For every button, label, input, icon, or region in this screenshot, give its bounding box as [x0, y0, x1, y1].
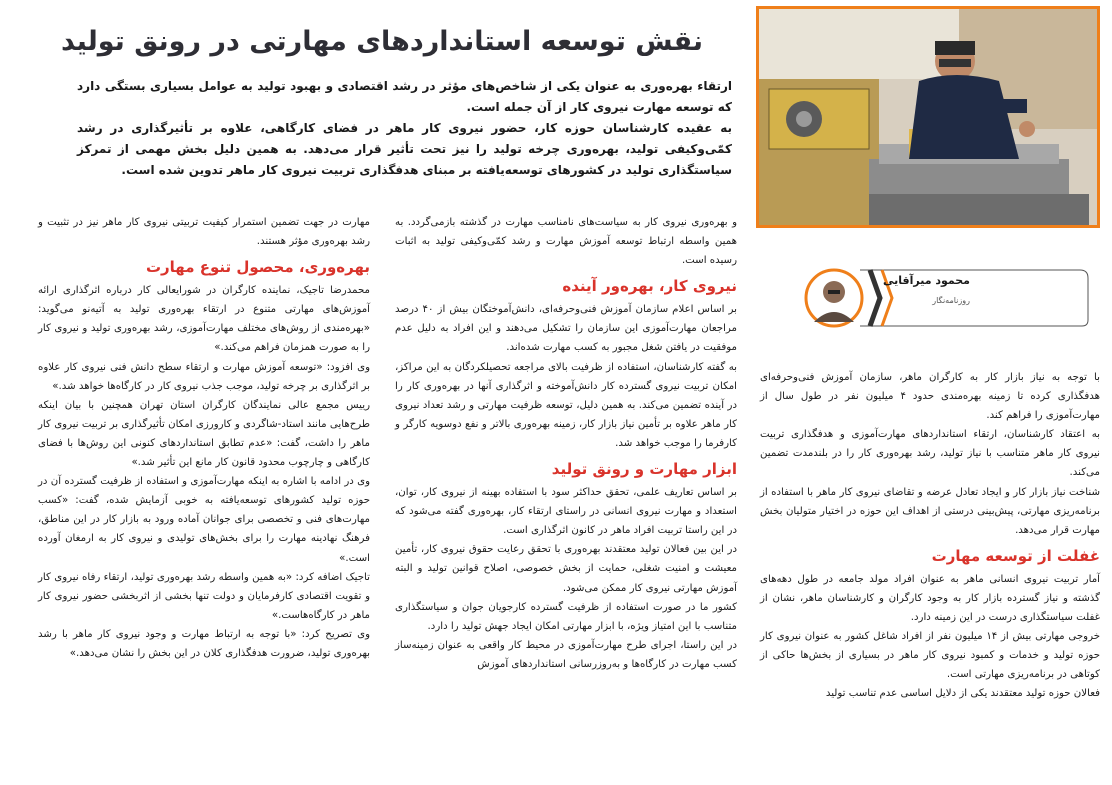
- body-paragraph: فعالان حوزه تولید معتقدند یکی از دلایل اساسی عدم تناسب تولید: [825, 688, 1100, 700]
- body-paragraph: وی افزود: «توسعه آموزش مهارت و ارتقاء سطح دانش فنی نیروی کار علاوه بر اثرگذاری بر چرخه تولید، موجب جذب نیروی کار در کارگاه‌ها خواهد شد.»: [38, 361, 370, 392]
- worker-lathe-photo: [756, 6, 1100, 228]
- lead-paragraph: ارتقاء بهره‌وری به عنوان یکی از شاخص‌های مؤثر در رشد اقتصادی و بهبود تولید به عوامل بسیاری بستگی دارد که توسعه مهارت نیروی کار از آن جمله است.: [77, 79, 732, 114]
- author-role: روزنامه‌نگار: [932, 296, 970, 305]
- body-paragraph: شناخت نیاز بازار کار و ایجاد تعادل عرضه و تقاضای نیروی کار ماهر با استفاده از برنامه‌ریزی مهارتی، پیش‌بینی درستی از اهداف این حوزه در اختیار متولیان بخش مهارت قرار می‌دهد.: [760, 486, 1100, 536]
- column-middle: [395, 213, 737, 674]
- body-paragraph: خروجی مهارتی بیش از ۱۴ میلیون نفر از افراد شاغل کشور به عنوان نیروی کار حوزه تولید و خدمات و کمبود نیروی کار ماهر در بسیاری از بخش‌ها حاکی از کوتاهی در برنامه‌ریزی مهارتی است.: [760, 631, 1101, 681]
- section-heading: نیروی کار، بهره‌ور آینده: [562, 277, 737, 296]
- body-paragraph: کشور ما در صورت استفاده از ظرفیت گسترده کارجویان جوان و سیاستگذاری متناسب با این امتیاز ویژه، با ابزار مهارتی امکان ایجاد جهش تولید را دارد.: [395, 601, 737, 632]
- body-paragraph: بر اساس اعلام سازمان آموزش فنی‌وحرفه‌ای، دانش‌آموختگان بیش از ۴۰ درصد مراجعان مهارت‌آموزی این سازمان را تشکیل می‌دهند و این افراد به دلیل عدم موفقیت در یافتن شغل مجبور به کسب مهارت شده‌اند.: [395, 304, 737, 354]
- body-paragraph: به گفته کارشناسان، استفاده از ظرفیت بالای مراجعه تحصیلکردگان به این مراکز، امکان تربیت نیروی گسترده کار دانش‌آموخته و اثرگذاری آنها در بهره‌وری کار را در آینده تضمین می‌کند. به همین دلیل، توسعه ظرفیت مهارتی و رشد تعداد نیروی کار ماهر علاوه بر تأمین نیاز بازار کار، زمینه بهره‌وری بالاتر و نفع دوسویه کارگر و کارفرما را موجب خواهد شد.: [395, 361, 737, 449]
- author-name: محمود میرآقایی: [883, 274, 970, 287]
- article-title: نقش توسعه استانداردهای مهارتی در رونق تولید: [60, 26, 704, 57]
- author-box: [800, 262, 1090, 332]
- body-paragraph: وی در ادامه با اشاره به اینکه مهارت‌آموزی و استفاده از ظرفیت گسترده آن در حوزه تولید کشورهای توسعه‌یافته به خوبی آزمایش شده، گفت: «کسب مهارت‌های فنی و تخصصی برای جوانان آماده ورود به بازار کار در این مناطق، فرهنگ نهادینه مهارت را برای بخش‌های تولیدی و نیروی کار به ارمغان آورده است.»: [38, 476, 370, 564]
- section-heading: ابزار مهارت و رونق تولید: [551, 460, 737, 479]
- body-paragraph: بر اساس تعاریف علمی، تحقق حداکثر سود با استفاده بهینه از نیروی کار، توان، استعداد و مهارت نیروی انسانی در راستای ارتقاء کار، بهره‌وری گفته می‌شود که در این راستا تربیت افراد ماهر در کانون اثرگذاری است.: [395, 487, 737, 537]
- body-paragraph: و بهره‌وری نیروی کار به سیاست‌های نامناسب مهارت در گذشته بازمی‌گردد. به همین واسطه ارتباط توسعه آموزش مهارت و رشد کمّی‌وکیفی تولید به اثبات رسیده است.: [395, 217, 737, 267]
- column-right: [760, 368, 1100, 704]
- body-paragraph: در این بین فعالان تولید معتقدند بهره‌وری با تحقق رعایت حقوق نیروی کار، تأمین معیشت و امنیت شغلی، حمایت از بخش خصوصی، اصلاح قوانین تولید و البته آموزش مهارتی نیروی کار ممکن می‌شود.: [395, 544, 737, 594]
- column-left: [38, 213, 370, 663]
- body-paragraph: وی تصریح کرد: «با توجه به ارتباط مهارت و وجود نیروی کار ماهر با رشد بهره‌وری تولید، ضرورت هدفگذاری کلان در این بخش را نشان می‌دهد.»: [38, 628, 370, 659]
- body-paragraph: با توجه به نیاز بازار کار به کارگران ماهر، سازمان آموزش فنی‌وحرفه‌ای هدفگذاری کرده تا زمینه بهره‌مندی حدود ۴ میلیون نفر در طول سال از مهارت‌آموزی را فراهم کند.: [760, 372, 1100, 422]
- body-paragraph: مهارت در جهت تضمین استمرار کیفیت تربیتی نیروی کار ماهر نیز در تثبیت و رشد بهره‌وری مؤثر هستند.: [38, 217, 370, 248]
- section-heading: بهره‌وری، محصول تنوع مهارت: [145, 258, 370, 277]
- lead-paragraph: به عقیده کارشناسان حوزه کار، حضور نیروی کار ماهر در فضای کارگاهی، علاوه بر تأثیرگذاری در رشد کمّی‌وکیفی تولید، بهره‌وری چرخه تولید را نیز تحت تأثیر قرار می‌دهد. به همین دلیل بخش مهمی از تمرکز سیاستگذاری تولید در کشورهای توسعه‌یافته بر مبنای هدفگذاری تربیت نیروی کار ماهر تدوین شده است.: [77, 121, 732, 177]
- section-heading: غفلت از توسعه مهارت: [931, 546, 1100, 565]
- body-paragraph: به اعتقاد کارشناسان، ارتقاء استانداردهای مهارت‌آموزی و هدفگذاری تربیت نیروی کار ماهر متناسب با نیاز تولید، رشد بهره‌وری کار را در بلندمدت تضمین می‌کند.: [760, 429, 1100, 479]
- body-paragraph: رییس مجمع عالی نمایندگان کارگران استان تهران همچنین با بیان اینکه طرح‌هایی مانند استاد-شاگردی و کارورزی امکان تأثیرگذاری بر تربیت نیروی کار ماهر را داشت، گفت: «عدم تطابق استانداردهای کنونی این روش‌ها با فضای کارگاهی و چارچوب محدود قانون کار مانع این تأثیر شد.»: [38, 399, 370, 469]
- body-paragraph: آمار تربیت نیروی انسانی ماهر به عنوان افراد مولد جامعه در طول دهه‌های گذشته و نیاز گسترده بازار کار به وجود کارگران و کارشناسان ماهر، نشان از غفلت سیاستگذاری درست در این زمینه دارد.: [760, 573, 1100, 624]
- body-paragraph: در این راستا، اجرای طرح مهارت‌آموزی در محیط کار واقعی به عنوان زمینه‌ساز کسب مهارت در کارگاه‌ها و به‌روزرسانی استانداردهای آموزش: [395, 639, 737, 670]
- workshop-illustration: [759, 9, 1097, 225]
- body-paragraph: تاجیک اضافه کرد: «به همین واسطه رشد بهره‌وری تولید، ارتقاء رفاه نیروی کار و تقویت اقتصادی کارفرمایان و دولت تنها بخشی از اثربخشی حضور نیروی کار ماهر در کارگاه‌هاست.»: [38, 571, 370, 621]
- article-lead: [77, 76, 732, 181]
- body-paragraph: محمدرضا تاجیک، نماینده کارگران در شورایعالی کار درباره اثرگذاری ارائه آموزش‌های مهارتی متنوع در ارتقاء بهره‌وری تولید به آتیه‌نو می‌گوید: «بهره‌مندی از روش‌های مختلف مهارت‌آموزی، رشد بهره‌وری تولید و نیروی کار را به صورت همزمان فراهم می‌کند.»: [38, 285, 370, 354]
